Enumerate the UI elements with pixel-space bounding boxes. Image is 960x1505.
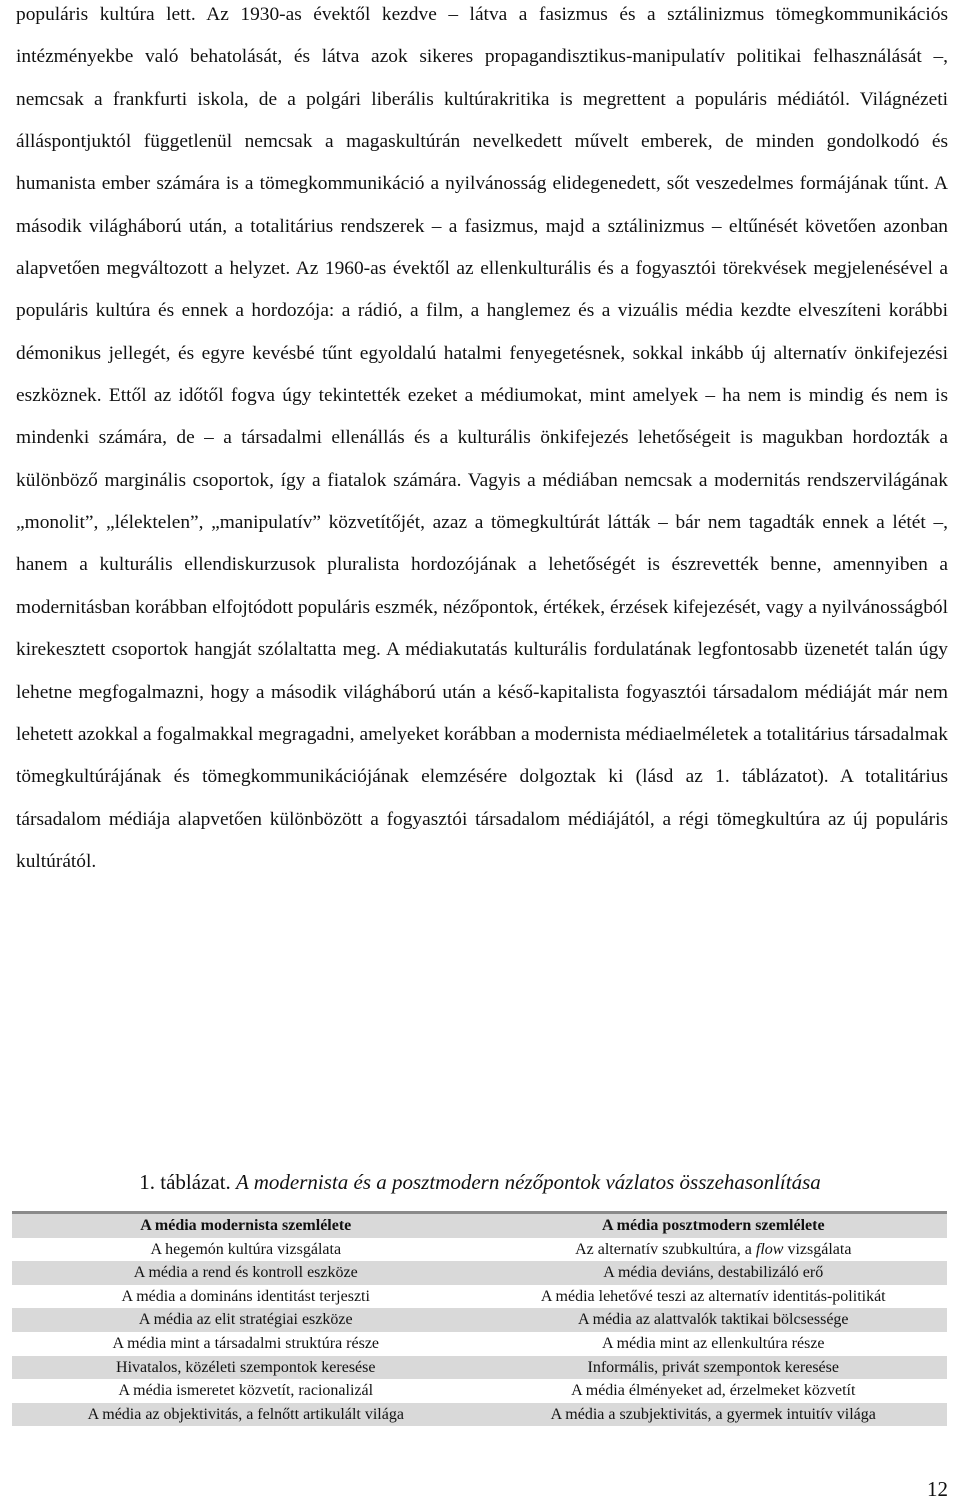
- table-cell-modernist: A média a domináns identitást terjeszti: [121, 1287, 370, 1305]
- table-cell-postmodern: A média lehetővé teszi az alternatív identitás-politikát: [540, 1287, 886, 1305]
- table-row: [12, 1356, 947, 1380]
- table-row: [12, 1379, 947, 1403]
- table-header-modernist: A média modernista szemlélete: [12, 1214, 480, 1238]
- table-cell-modernist: A média az elit stratégiai eszköze: [12, 1308, 480, 1332]
- table-row: [12, 1238, 947, 1262]
- table-caption-label: A modernista és a posztmodern nézőpontok vázlatos összehasonlítása: [236, 1170, 821, 1194]
- cell-text-prefix: Az alternatív szubkultúra, a: [575, 1240, 756, 1258]
- table-row: [12, 1308, 947, 1332]
- table-cell-postmodern: A média élményeket ad, érzelmeket közvetít: [571, 1382, 856, 1400]
- table-row: [12, 1261, 947, 1285]
- cell-text-suffix: vizsgálata: [783, 1240, 852, 1258]
- table-cell-postmodern: A média az alattvalók taktikai bölcsessége: [480, 1308, 948, 1332]
- table-cell-postmodern: A média deviáns, destabilizáló erő: [480, 1261, 948, 1285]
- table-row: [12, 1285, 947, 1309]
- table-cell-postmodern: [480, 1238, 948, 1262]
- table-cell-postmodern: A média a szubjektivitás, a gyermek intuitív világa: [480, 1403, 948, 1427]
- table-row: [12, 1403, 947, 1427]
- comparison-table: [12, 1211, 947, 1426]
- cell-text-italic: flow: [755, 1240, 784, 1258]
- table-cell-modernist: A média a rend és kontroll eszköze: [12, 1261, 480, 1285]
- table-cell-postmodern: Informális, privát szempontok keresése: [480, 1356, 948, 1380]
- body-paragraph: populáris kultúra lett. Az 1930-as évektől kezdve – látva a fasizmus és a sztálinizmus tömegkommunikációs intézményekbe való behatolását, és látva azok sikeres propagandisztikus-manipulatív politikai felhasználását –, nemcsak a frankfurti iskola, de a polgári liberális kultúrakritika is megrettent a populáris médiától. Világnézeti álláspontjuktól függetlenül nemcsak a magaskultúrán nevelkedett művelt emberek, de minden gondolkodó és humanista ember számára is a tömegkommunikáció a nyilvánosság elidegenedett, sőt veszedelmes formájának tűnt. A második világháború után, a totalitárius rendszerek – a fasizmus, majd a sztálinizmus – eltűnését követően azonban alapvetően megváltozott a helyzet. Az 1960-as évektől az ellenkulturális és a fogyasztói törekvések megjelenésével a populáris kultúra és ennek a hordozója: a rádió, a film, a hanglemez és a vizuális média kezdte elveszíteni korábbi démonikus jellegét, és egyre kevésbé tűnt egyoldalú hatalmi fenyegetésnek, sokkal inkább új alternatív önkifejezési eszköznek. Ettől az időtől fogva úgy tekintették ezeket a médiumokat, mint amelyek – ha nem is mindig és nem is mindenki számára, de – a társadalmi ellenállás és a kulturális önkifejezés lehetőségeit is magukban hordozták a különböző marginális csoportok, így a fiatalok számára. Vagyis a médiában nemcsak a modernitás rendszervilágának „monolit”, „lélektelen”, „manipulatív” közvetítőjét, azaz a tömegkultúrát látták – bár nem tagadták ennek a létét –, hanem a kulturális ellendiskurzusok pluralista hordozójának a lehetőségét is észrevették benne, amennyiben a modernitásban korábban elfojtódott populáris eszmék, nézőpontok, értékek, érzések kifejezését, vagy a nyilvánosságból kirekesztett csoportok hangját szólaltatta meg. A médiakutatás kulturális fordulatának legfontosabb üzenetét talán úgy lehetne megfogalmazni, hogy a második világháború után a késő-kapitalista fogyasztói társadalom médiáját már nem lehetett azokkal a fogalmakkal megragadni, amelyeket korábban a modernista médiaelméletek a totalitárius társadalmak tömegkultúrájának és tömegkommunikációjának elemzésére dolgoztak ki (lásd az 1. táblázatot). A totalitárius társadalom médiája alapvetően különbözött a fogyasztói társadalom médiájától, a régi tömegkultúra az új populáris kultúrától.: [16, 4, 948, 872]
- table-caption: [0, 1167, 960, 1197]
- table-cell-postmodern: A média mint az ellenkultúra része: [601, 1334, 825, 1352]
- table-cell-modernist: A média az objektivitás, a felnőtt artikulált világa: [12, 1403, 480, 1427]
- page-number: 12: [927, 1477, 948, 1501]
- table-cell-modernist: A hegemón kultúra vizsgálata: [150, 1240, 342, 1258]
- table-caption-number: 1. táblázat.: [139, 1170, 231, 1194]
- table-cell-modernist: A média ismeretet közvetít, racionalizál: [118, 1382, 374, 1400]
- table-cell-modernist: Hivatalos, közéleti szempontok keresése: [12, 1356, 480, 1380]
- table-cell-modernist: A média mint a társadalmi struktúra része: [112, 1334, 380, 1352]
- table-row: [12, 1332, 947, 1356]
- table-header-row: [12, 1214, 947, 1238]
- table-header-postmodern: A média posztmodern szemlélete: [480, 1214, 948, 1238]
